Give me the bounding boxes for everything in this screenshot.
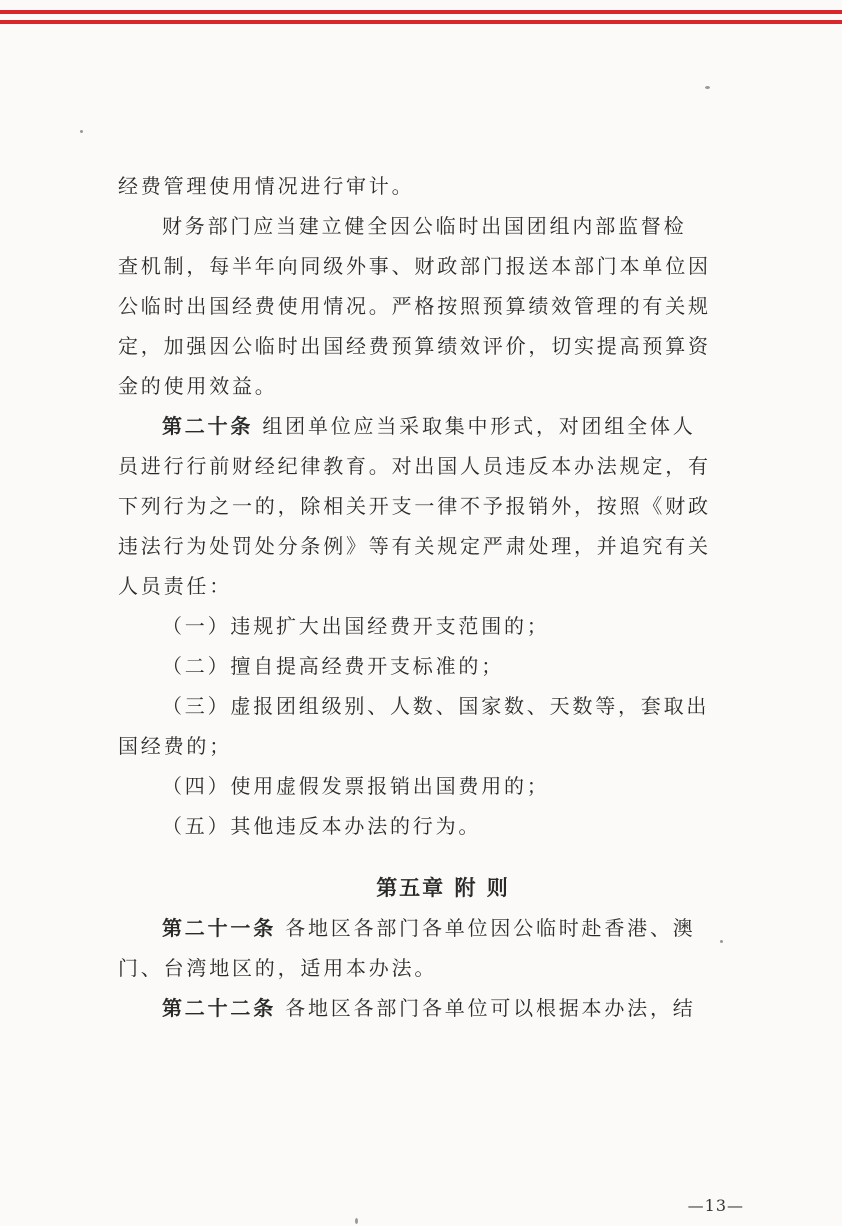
article-22-title: 第二十二条 [162,996,276,1020]
list-item-3: （三）虚报团组级别、人数、国家数、天数等，套取出 [162,694,710,718]
text-line: 公临时出国经费使用情况。严格按照预算绩效管理的有关规 [118,294,711,318]
document-body [118,166,728,1028]
header-red-rule-upper [0,10,842,14]
article-22-line [118,988,728,1028]
chapter-heading: 第五章 附 则 [376,875,510,900]
list-item-1: （一）违规扩大出国经费开支范围的； [162,614,550,638]
text-line: 财务部门应当建立健全因公临时出国团组内部监督检 [162,214,687,238]
article-21-title: 第二十一条 [162,916,276,940]
text-line: 查机制，每半年向同级外事、财政部门报送本部门本单位因 [118,254,711,278]
list-item-3-continued: 国经费的； [118,734,232,758]
list-item-5: （五）其他违反本办法的行为。 [162,814,482,838]
header-red-rule-lower [0,20,842,24]
text-line: 员进行行前财经纪律教育。对出国人员违反本办法规定，有 [118,454,711,478]
text-line: 定，加强因公临时出国经费预算绩效评价，切实提高预算资 [118,334,711,358]
article-22-text: 各地区各部门各单位可以根据本办法，结 [276,996,696,1020]
article-20-line [118,406,728,446]
list-item-2: （二）擅自提高经费开支标准的； [162,654,504,678]
scan-speck [705,86,710,89]
article-21-line [118,908,728,948]
scan-speck [80,130,83,133]
text-line: 经费管理使用情况进行审计。 [118,174,415,198]
article-20-text: 组团单位应当采取集中形式，对团组全体人 [253,414,696,438]
page-number: —13— [687,1196,744,1215]
text-line: 违法行为处罚处分条例》等有关规定严肃处理，并追究有关 [118,534,711,558]
article-21-text: 各地区各部门各单位因公临时赴香港、澳 [276,916,696,940]
text-line: 金的使用效益。 [118,374,278,398]
scan-speck [355,1218,358,1224]
list-item-4: （四）使用虚假发票报销出国费用的； [162,774,550,798]
text-line: 人员责任： [118,574,232,598]
text-line: 门、台湾地区的，适用本办法。 [118,956,438,980]
text-line: 下列行为之一的，除相关开支一律不予报销外，按照《财政 [118,494,711,518]
article-20-title: 第二十条 [162,414,254,438]
